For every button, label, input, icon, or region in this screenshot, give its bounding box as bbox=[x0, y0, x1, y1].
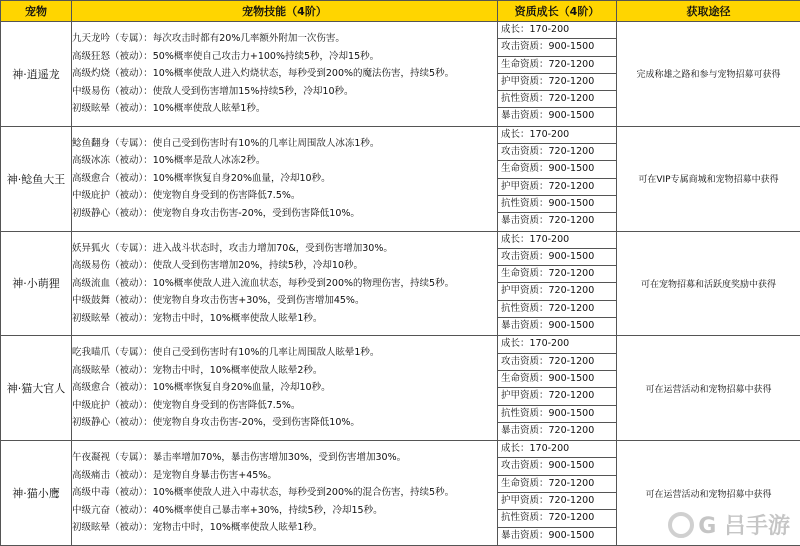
skill-line: 中级易伤（被动）：使敌人受到伤害增加15%持续5秒，冷却10秒。 bbox=[72, 83, 497, 101]
skill-line: 高级痛击（被动）：是宠物自身暴击伤害+45%。 bbox=[72, 467, 497, 485]
skill-line: 吃我喵爪（专属）：使自己受到伤害时有10%的几率让周围敌人眩晕1秒。 bbox=[72, 344, 497, 362]
pet-name: 神·猫大官人 bbox=[1, 336, 72, 441]
growth-line: 护甲资质：720-1200 bbox=[498, 74, 616, 91]
pet-name: 神·逍遥龙 bbox=[1, 22, 72, 127]
pet-growth bbox=[498, 126, 617, 231]
growth-line: 生命资质：720-1200 bbox=[498, 476, 616, 493]
growth-line: 攻击资质：720-1200 bbox=[498, 354, 616, 371]
skill-line: 高级灼烧（被动）：10%概率使敌人进入灼烧状态，每秒受到200%的魔法伤害，持续5秒。 bbox=[72, 65, 497, 83]
skill-line: 初级眩晕（被动）：10%概率使敌人眩晕1秒。 bbox=[72, 100, 497, 118]
pet-growth bbox=[498, 22, 617, 127]
skill-line: 九天龙吟（专属）：每次攻击时都有20%几率额外附加一次伤害。 bbox=[72, 30, 497, 48]
skill-line: 高级愈合（被动）：10%概率恢复自身20%血量，冷却10秒。 bbox=[72, 170, 497, 188]
pet-name: 神·鲶鱼大王 bbox=[1, 126, 72, 231]
growth-line: 暴击资质：900-1500 bbox=[498, 318, 616, 335]
growth-line: 抗性资质：720-1200 bbox=[498, 91, 616, 108]
growth-line: 护甲资质：720-1200 bbox=[498, 388, 616, 405]
growth-line: 生命资质：720-1200 bbox=[498, 266, 616, 283]
growth-line: 抗性资质：720-1200 bbox=[498, 510, 616, 527]
growth-line: 成长：170-200 bbox=[498, 441, 616, 458]
growth-line: 护甲资质：720-1200 bbox=[498, 493, 616, 510]
pet-row-1 bbox=[1, 126, 800, 231]
growth-line: 暴击资质：720-1200 bbox=[498, 213, 616, 230]
skill-line: 高级狂怒（被动）：50%概率使自己攻击力+100%持续5秒，冷却15秒。 bbox=[72, 48, 497, 66]
pet-row-2 bbox=[1, 231, 800, 336]
pet-growth bbox=[498, 441, 617, 546]
skill-line: 初级眩晕（被动）：宠物击中时，10%概率使敌人眩晕1秒。 bbox=[72, 519, 497, 537]
skill-line: 中级庇护（被动）：使宠物自身受到的伤害降低7.5%。 bbox=[72, 397, 497, 415]
watermark-text: G 吕手游 bbox=[698, 509, 790, 540]
pet-skills bbox=[72, 441, 498, 546]
growth-line: 暴击资质：900-1500 bbox=[498, 528, 616, 545]
pet-skills bbox=[72, 22, 498, 127]
skill-line: 鲶鱼翻身（专属）：使自己受到伤害时有10%的几率让周围敌人冰冻1秒。 bbox=[72, 135, 497, 153]
pet-source: 可在宠物招募和活跃度奖励中获得 bbox=[617, 231, 800, 336]
header-skills: 宠物技能（4阶） bbox=[72, 1, 498, 22]
growth-line: 生命资质：720-1200 bbox=[498, 57, 616, 74]
growth-line: 抗性资质：900-1500 bbox=[498, 406, 616, 423]
growth-line: 成长：170-200 bbox=[498, 232, 616, 249]
skill-line: 午夜凝视（专属）：暴击率增加70%，暴击伤害增加30%，受到伤害增加30%。 bbox=[72, 449, 497, 467]
header-source: 获取途径 bbox=[617, 1, 800, 22]
skill-line: 中级鼓舞（被动）：使宠物自身攻击伤害+30%，受到伤害增加45%。 bbox=[72, 292, 497, 310]
pet-source: 完成称雄之路和参与宠物招募可获得 bbox=[617, 22, 800, 127]
growth-line: 成长：170-200 bbox=[498, 22, 616, 39]
skill-line: 高级流血（被动）：10%概率使敌人进入流血状态，每秒受到200%的物理伤害，持续5秒。 bbox=[72, 275, 497, 293]
growth-line: 生命资质：900-1500 bbox=[498, 371, 616, 388]
skill-line: 初级眩晕（被动）：宠物击中时，10%概率使敌人眩晕1秒。 bbox=[72, 310, 497, 328]
pet-skills bbox=[72, 231, 498, 336]
header-pet: 宠物 bbox=[1, 1, 72, 22]
skill-line: 中级亢奋（被动）：40%概率使自己暴击率+30%，持续5秒，冷却15秒。 bbox=[72, 502, 497, 520]
growth-line: 攻击资质：900-1500 bbox=[498, 249, 616, 266]
skill-line: 高级中毒（被动）：10%概率使敌人进入中毒状态，每秒受到200%的混合伤害，持续5秒。 bbox=[72, 484, 497, 502]
growth-line: 暴击资质：720-1200 bbox=[498, 423, 616, 440]
pet-row-3 bbox=[1, 336, 800, 441]
header-growth: 资质成长（4阶） bbox=[498, 1, 617, 22]
growth-line: 暴击资质：900-1500 bbox=[498, 108, 616, 125]
skill-line: 初级静心（被动）：使宠物自身攻击伤害-20%，受到伤害降低10%。 bbox=[72, 414, 497, 432]
skill-line: 高级易伤（被动）：使敌人受到伤害增加20%，持续5秒，冷却10秒。 bbox=[72, 257, 497, 275]
growth-line: 抗性资质：720-1200 bbox=[498, 301, 616, 318]
growth-line: 攻击资质：900-1500 bbox=[498, 458, 616, 475]
growth-line: 生命资质：900-1500 bbox=[498, 161, 616, 178]
pet-source: 可在运营活动和宠物招募中获得 bbox=[617, 336, 800, 441]
pet-skills bbox=[72, 336, 498, 441]
skill-line: 初级静心（被动）：使宠物自身攻击伤害-20%，受到伤害降低10%。 bbox=[72, 205, 497, 223]
growth-line: 护甲资质：720-1200 bbox=[498, 179, 616, 196]
pet-growth bbox=[498, 336, 617, 441]
growth-line: 护甲资质：720-1200 bbox=[498, 283, 616, 300]
pet-row-4 bbox=[1, 441, 800, 546]
growth-line: 成长：170-200 bbox=[498, 127, 616, 144]
pet-source: 可在VIP专属商城和宠物招募中获得 bbox=[617, 126, 800, 231]
pet-row-0 bbox=[1, 22, 800, 127]
skill-line: 高级眩晕（被动）：宠物击中时，10%概率使敌人眩晕2秒。 bbox=[72, 362, 497, 380]
header-row bbox=[1, 1, 800, 22]
pet-source: 可在运营活动和宠物招募中获得 bbox=[617, 441, 800, 546]
growth-line: 成长：170-200 bbox=[498, 336, 616, 353]
skill-line: 高级冰冻（被动）：10%概率是敌人冰冻2秒。 bbox=[72, 152, 497, 170]
growth-line: 抗性资质：900-1500 bbox=[498, 196, 616, 213]
skill-line: 高级愈合（被动）：10%概率恢复自身20%血量，冷却10秒。 bbox=[72, 379, 497, 397]
pet-name: 神·猫小鹰 bbox=[1, 441, 72, 546]
growth-line: 攻击资质：720-1200 bbox=[498, 144, 616, 161]
skill-line: 妖异狐火（专属）：进入战斗状态时，攻击力增加70&，受到伤害增加30%。 bbox=[72, 240, 497, 258]
pet-growth bbox=[498, 231, 617, 336]
skill-line: 中级庇护（被动）：使宠物自身受到的伤害降低7.5%。 bbox=[72, 187, 497, 205]
pet-skills bbox=[72, 126, 498, 231]
pet-name: 神·小萌狸 bbox=[1, 231, 72, 336]
growth-line: 攻击资质：900-1500 bbox=[498, 39, 616, 56]
